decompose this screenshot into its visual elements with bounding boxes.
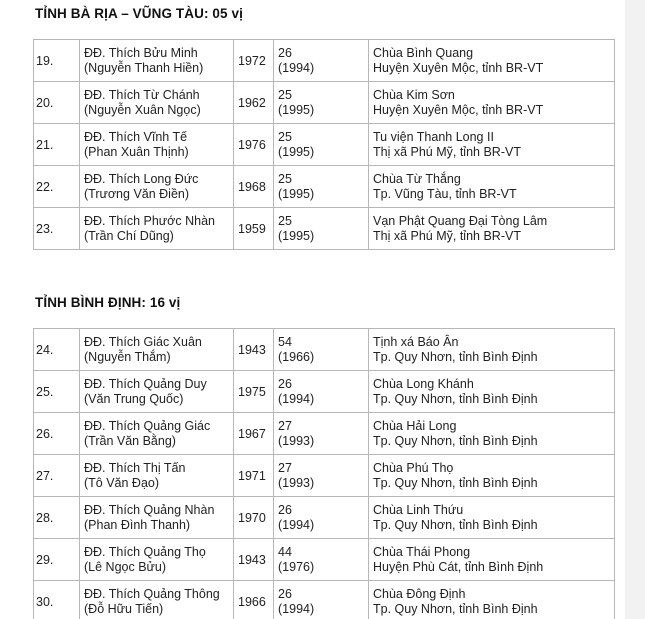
temple-location: Thị xã Phú Mỹ, tỉnh BR-VT: [373, 229, 521, 243]
lay-name: (Tô Văn Đạo): [84, 476, 160, 490]
temple-cell: [369, 82, 615, 124]
monastic-age: 54: [278, 335, 292, 349]
dharma-name: ĐĐ. Thích Vĩnh Tế: [84, 130, 188, 144]
birth-year: 1967: [234, 413, 274, 455]
lay-name: (Phan Đình Thanh): [84, 518, 191, 532]
dharma-name: ĐĐ. Thích Phước Nhàn: [84, 214, 215, 228]
age-cell: [274, 124, 369, 166]
temple-name: Chùa Thái Phong: [373, 545, 471, 559]
lay-name: (Phan Xuân Thịnh): [84, 145, 189, 159]
age-cell: [274, 166, 369, 208]
age-cell: [274, 371, 369, 413]
ordination-year: (1976): [278, 560, 315, 574]
age-cell: [274, 539, 369, 581]
dharma-name: ĐĐ. Thích Quảng Nhàn: [84, 503, 215, 517]
ordination-year: (1994): [278, 61, 315, 75]
lay-name: (Trương Văn Điền): [84, 187, 190, 201]
temple-location: Tp. Quy Nhơn, tỉnh Bình Định: [373, 392, 538, 406]
lay-name: (Lê Ngọc Bửu): [84, 560, 167, 574]
lay-name: (Trần Chí Dũng): [84, 229, 174, 243]
monk-cell: [80, 413, 234, 455]
row-number: 19.: [34, 40, 80, 82]
temple-location: Tp. Vũng Tàu, tỉnh BR-VT: [373, 187, 517, 201]
temple-name: Chùa Bình Quang: [373, 46, 474, 60]
temple-cell: [369, 413, 615, 455]
ordination-year: (1966): [278, 350, 315, 364]
roster-table-binh-dinh: [33, 328, 615, 619]
monk-cell: [80, 497, 234, 539]
table-row: [34, 124, 615, 166]
temple-name: Vạn Phật Quang Đại Tòng Lâm: [373, 214, 548, 228]
temple-location: Tp. Quy Nhơn, tỉnh Bình Định: [373, 518, 538, 532]
page-gutter: [625, 0, 645, 619]
temple-location: Tp. Quy Nhơn, tỉnh Bình Định: [373, 350, 538, 364]
ordination-year: (1995): [278, 145, 315, 159]
dharma-name: ĐĐ. Thích Quảng Thọ: [84, 545, 206, 559]
temple-location: Huyện Xuyên Mộc, tỉnh BR-VT: [373, 103, 544, 117]
ordination-year: (1994): [278, 518, 315, 532]
ordination-year: (1995): [278, 187, 315, 201]
ordination-year: (1994): [278, 392, 315, 406]
dharma-name: ĐĐ. Thích Quảng Giác: [84, 419, 211, 433]
temple-cell: [369, 539, 615, 581]
ordination-year: (1994): [278, 602, 315, 616]
table-row: [34, 497, 615, 539]
temple-name: Chùa Đông Định: [373, 587, 466, 601]
dharma-name: ĐĐ. Thích Giác Xuân: [84, 335, 202, 349]
row-number: 28.: [34, 497, 80, 539]
monk-cell: [80, 539, 234, 581]
monastic-age: 25: [278, 172, 292, 186]
section-heading-ba-ria-vung-tau: TỈNH BÀ RỊA – VŨNG TÀU: 05 vị: [35, 6, 243, 21]
dharma-name: ĐĐ. Thích Bửu Minh: [84, 46, 198, 60]
age-cell: [274, 581, 369, 619]
monastic-age: 26: [278, 46, 292, 60]
table-row: [34, 82, 615, 124]
birth-year: 1962: [234, 82, 274, 124]
monastic-age: 26: [278, 587, 292, 601]
table-row: [34, 539, 615, 581]
monk-cell: [80, 166, 234, 208]
temple-cell: [369, 581, 615, 619]
row-number: 24.: [34, 329, 80, 371]
lay-name: (Nguyễn Xuân Ngọc): [84, 103, 201, 117]
temple-cell: [369, 497, 615, 539]
ordination-year: (1993): [278, 434, 315, 448]
monastic-age: 25: [278, 214, 292, 228]
monk-cell: [80, 329, 234, 371]
birth-year: 1943: [234, 539, 274, 581]
birth-year: 1943: [234, 329, 274, 371]
birth-year: 1959: [234, 208, 274, 250]
table-row: [34, 166, 615, 208]
row-number: 23.: [34, 208, 80, 250]
lay-name: (Nguyễn Thanh Hiền): [84, 61, 204, 75]
ordination-year: (1995): [278, 229, 315, 243]
temple-name: Tịnh xá Báo Ân: [373, 335, 459, 349]
dharma-name: ĐĐ. Thích Long Đức: [84, 172, 199, 186]
row-number: 27.: [34, 455, 80, 497]
dharma-name: ĐĐ. Thích Thị Tấn: [84, 461, 186, 475]
table-row: [34, 413, 615, 455]
roster-table-ba-ria-vung-tau: [33, 39, 615, 250]
monastic-age: 27: [278, 419, 292, 433]
temple-name: Chùa Từ Thắng: [373, 172, 461, 186]
birth-year: 1968: [234, 166, 274, 208]
temple-name: Chùa Hải Long: [373, 419, 457, 433]
monk-cell: [80, 371, 234, 413]
temple-cell: [369, 371, 615, 413]
row-number: 26.: [34, 413, 80, 455]
monastic-age: 25: [278, 130, 292, 144]
monk-cell: [80, 124, 234, 166]
table-row: [34, 371, 615, 413]
monk-cell: [80, 455, 234, 497]
age-cell: [274, 40, 369, 82]
temple-location: Tp. Quy Nhơn, tỉnh Bình Định: [373, 434, 538, 448]
birth-year: 1975: [234, 371, 274, 413]
table-row: [34, 581, 615, 619]
temple-cell: [369, 166, 615, 208]
row-number: 30.: [34, 581, 80, 619]
monk-cell: [80, 208, 234, 250]
ordination-year: (1993): [278, 476, 315, 490]
monastic-age: 27: [278, 461, 292, 475]
temple-cell: [369, 124, 615, 166]
temple-cell: [369, 40, 615, 82]
dharma-name: ĐĐ. Thích Từ Chánh: [84, 88, 200, 102]
age-cell: [274, 497, 369, 539]
lay-name: (Đỗ Hữu Tiến): [84, 602, 164, 616]
table-row: [34, 40, 615, 82]
birth-year: 1970: [234, 497, 274, 539]
dharma-name: ĐĐ. Thích Quảng Thông: [84, 587, 220, 601]
monk-cell: [80, 82, 234, 124]
row-number: 25.: [34, 371, 80, 413]
table-row: [34, 455, 615, 497]
monastic-age: 26: [278, 377, 292, 391]
temple-location: Huyện Xuyên Mộc, tỉnh BR-VT: [373, 61, 544, 75]
age-cell: [274, 413, 369, 455]
age-cell: [274, 329, 369, 371]
temple-name: Chùa Linh Thứu: [373, 503, 464, 517]
lay-name: (Nguyễn Thắm): [84, 350, 171, 364]
temple-name: Chùa Long Khánh: [373, 377, 474, 391]
birth-year: 1976: [234, 124, 274, 166]
row-number: 29.: [34, 539, 80, 581]
row-number: 21.: [34, 124, 80, 166]
table-row: [34, 329, 615, 371]
row-number: 22.: [34, 166, 80, 208]
temple-cell: [369, 455, 615, 497]
temple-name: Tu viện Thanh Long II: [373, 130, 494, 144]
temple-name: Chùa Phú Thọ: [373, 461, 454, 475]
section-heading-binh-dinh: TỈNH BÌNH ĐỊNH: 16 vị: [35, 295, 181, 310]
age-cell: [274, 455, 369, 497]
monk-cell: [80, 581, 234, 619]
temple-location: Tp. Quy Nhơn, tỉnh Bình Định: [373, 476, 538, 490]
table-row: [34, 208, 615, 250]
monastic-age: 44: [278, 545, 292, 559]
birth-year: 1966: [234, 581, 274, 619]
temple-location: Huyện Phù Cát, tỉnh Bình Định: [373, 560, 544, 574]
lay-name: (Văn Trung Quốc): [84, 392, 184, 406]
temple-cell: [369, 208, 615, 250]
monk-cell: [80, 40, 234, 82]
row-number: 20.: [34, 82, 80, 124]
birth-year: 1971: [234, 455, 274, 497]
temple-location: Thị xã Phú Mỹ, tỉnh BR-VT: [373, 145, 521, 159]
dharma-name: ĐĐ. Thích Quảng Duy: [84, 377, 207, 391]
lay-name: (Trần Văn Bằng): [84, 434, 176, 448]
monastic-age: 26: [278, 503, 292, 517]
age-cell: [274, 82, 369, 124]
ordination-year: (1995): [278, 103, 315, 117]
temple-name: Chùa Kim Sơn: [373, 88, 455, 102]
age-cell: [274, 208, 369, 250]
monastic-age: 25: [278, 88, 292, 102]
temple-cell: [369, 329, 615, 371]
temple-location: Tp. Quy Nhơn, tỉnh Bình Định: [373, 602, 538, 616]
birth-year: 1972: [234, 40, 274, 82]
